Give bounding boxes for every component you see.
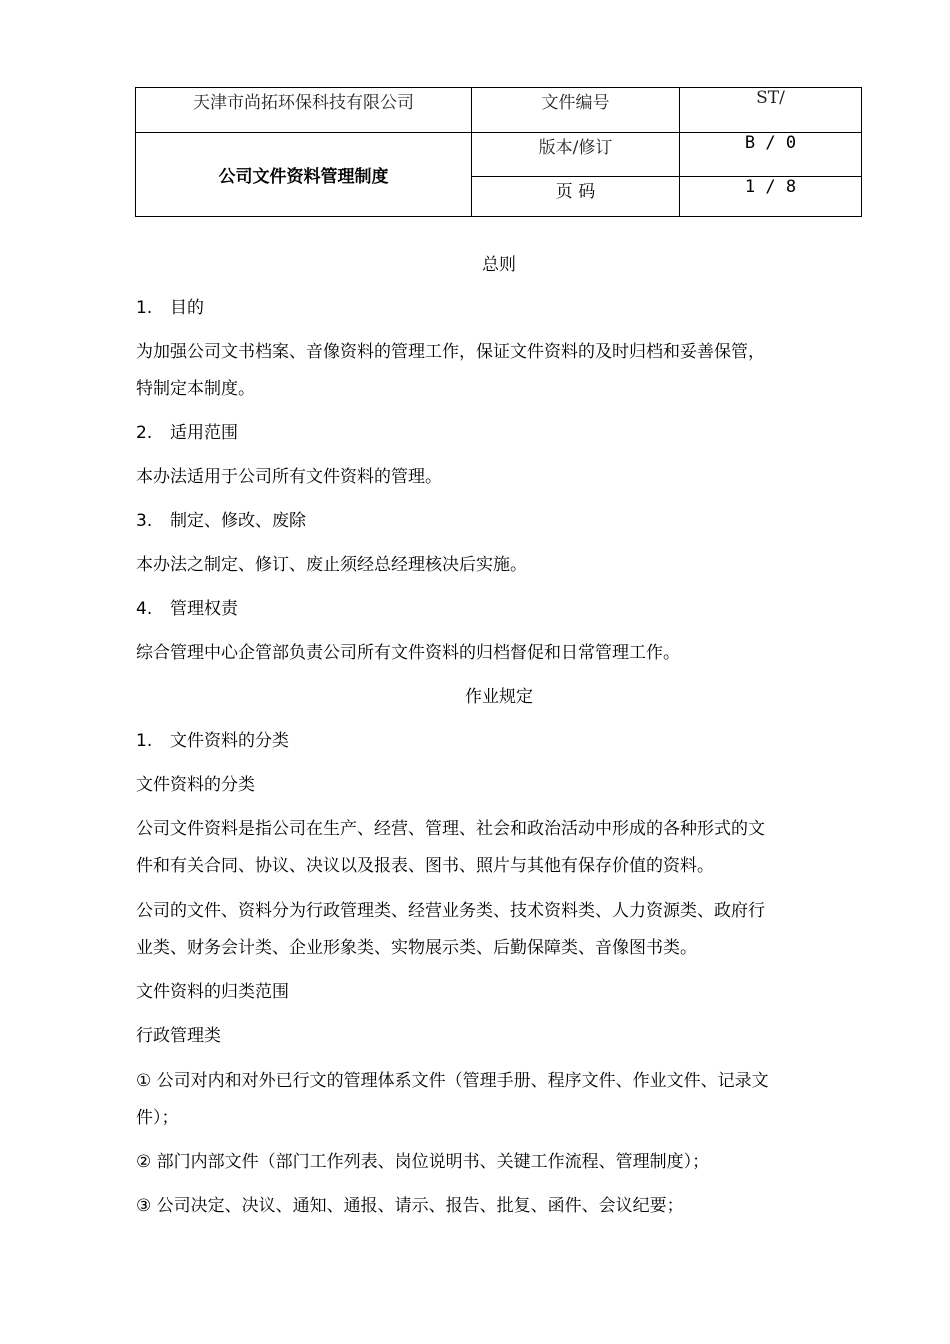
item-title: 文件资料的分类: [170, 731, 289, 751]
item-purpose-heading: [136, 290, 862, 327]
version-value: B / 0: [680, 133, 862, 177]
list-item-2: ② 部门内部文件（部门工作列表、岗位说明书、关键工作流程、管理制度）；: [136, 1152, 710, 1172]
list-item-3: ③ 公司决定、决议、通知、通报、请示、报告、批复、函件、会议纪要；: [136, 1196, 684, 1216]
item-scope-heading: [136, 415, 862, 452]
item-revision-heading: [136, 503, 862, 540]
page-value: 1 / 8: [680, 177, 862, 217]
doc-number-label: 文件编号: [472, 88, 680, 133]
item-number: 1.: [136, 298, 153, 318]
company-name: 天津市尚拓环保科技有限公司: [136, 88, 472, 133]
scope-text: 本办法适用于公司所有文件资料的管理。: [136, 467, 442, 487]
item-authority-heading: [136, 591, 862, 628]
item-title: 制定、修改、废除: [170, 511, 306, 531]
authority-text: 综合管理中心企管部负责公司所有文件资料的归档督促和日常管理工作。: [136, 643, 680, 663]
version-label: 版本/修订: [472, 133, 680, 177]
item-title: 管理权责: [170, 599, 238, 619]
subheading-admin: 行政管理类: [136, 1026, 221, 1046]
item-title: 适用范围: [170, 423, 238, 443]
page-label: 页 码: [472, 177, 680, 217]
purpose-text-line-2: 特制定本制度。: [136, 379, 255, 399]
document-title: 公司文件资料管理制度: [136, 133, 472, 217]
paragraph-categories-line-1: 公司的文件、资料分为行政管理类、经营业务类、技术资料类、人力资源类、政府行: [136, 901, 765, 921]
item-number: 3.: [136, 511, 153, 531]
section-operations-title: 作业规定: [465, 687, 533, 707]
subheading-classification: 文件资料的分类: [136, 775, 255, 795]
subheading-scope: 文件资料的归类范围: [136, 982, 289, 1002]
item-number: 1.: [136, 731, 153, 751]
list-item-1-line-1: ① 公司对内和对外已行文的管理体系文件（管理手册、程序文件、作业文件、记录文: [136, 1071, 769, 1091]
paragraph-definition-line-1: 公司文件资料是指公司在生产、经营、管理、社会和政治活动中形成的各种形式的文: [136, 819, 765, 839]
item-classification-heading: [136, 723, 862, 760]
paragraph-categories-line-2: 业类、财务会计类、企业形象类、实物展示类、后勤保障类、音像图书类。: [136, 938, 697, 958]
section-general-title: 总则: [482, 255, 516, 275]
paragraph-definition-line-2: 件和有关合同、协议、决议以及报表、图书、照片与其他有保存价值的资料。: [136, 856, 714, 876]
doc-number-value: ST/: [680, 88, 862, 133]
item-number: 2.: [136, 423, 153, 443]
revision-text: 本办法之制定、修订、废止须经总经理核决后实施。: [136, 555, 527, 575]
document-header-table: [135, 87, 862, 217]
list-item-1-line-2: 件）；: [136, 1108, 179, 1128]
item-number: 4.: [136, 599, 153, 619]
purpose-text-line-1: 为加强公司文书档案、音像资料的管理工作，保证文件资料的及时归档和妥善保管，: [136, 342, 765, 362]
item-title: 目的: [170, 298, 204, 318]
